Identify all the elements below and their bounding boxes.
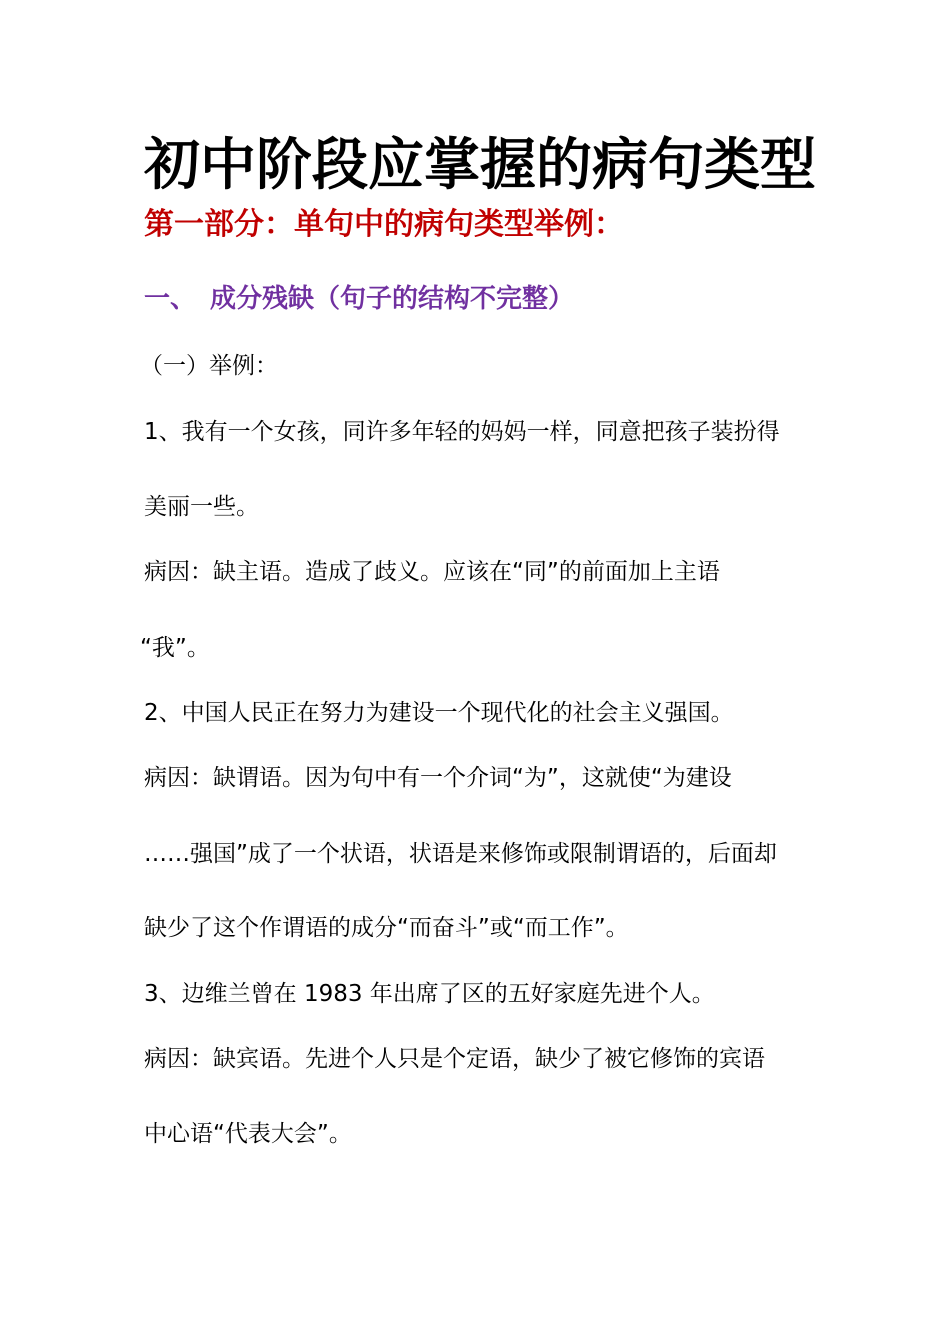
cause-2-line-3: 缺少了这个作谓语的成分“而奋斗”或“而工作”。: [144, 915, 629, 941]
example-1-line-2: 美丽一些。: [144, 494, 259, 520]
cause-2-line-2: ……强国”成了一个状语，状语是来修饰或限制谓语的，后面却: [144, 841, 777, 867]
cause-2-line-1: 病因：缺谓语。因为句中有一个介词“为”，这就使“为建设: [144, 765, 732, 791]
part-heading: 第一部分：单句中的病句类型举例：: [144, 207, 624, 242]
section-title: 成分残缺（句子的结构不完整）: [210, 284, 575, 314]
section-number: 一、: [144, 284, 197, 314]
cause-1-line-2: “我”。: [140, 635, 210, 661]
cause-1-line-1: 病因：缺主语。造成了歧义。应该在“同”的前面加上主语: [144, 559, 720, 585]
example-2-line-1: 2、中国人民正在努力为建设一个现代化的社会主义强国。: [144, 700, 734, 726]
document-title: 初中阶段应掌握的病句类型: [144, 133, 816, 198]
section-heading: [144, 281, 574, 317]
cause-3-line-1: 病因：缺宾语。先进个人只是个定语，缺少了被它修饰的宾语: [144, 1046, 765, 1072]
cause-3-line-2: 中心语“代表大会”。: [144, 1121, 352, 1147]
subsection-label: （一）举例：: [140, 353, 278, 379]
example-3-line-1: 3、边维兰曾在 1983 年出席了区的五好家庭先进个人。: [144, 981, 715, 1007]
example-1-line-1: 1、我有一个女孩，同许多年轻的妈妈一样，同意把孩子装扮得: [144, 419, 780, 445]
